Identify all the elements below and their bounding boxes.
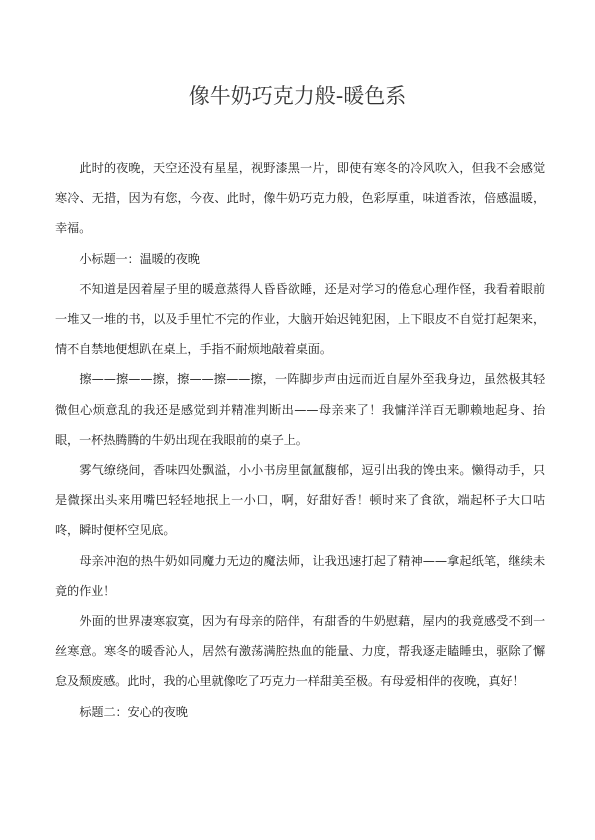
paragraph: 雾气缭绕间，香味四处飘溢，小小书房里氤氲馥郁，逗引出我的馋虫来。懒得动手，只是微探出头来用嘴巴轻轻地抿上一小口，啊，好甜好香！顿时来了食欲，端起杯子大口咕咚，瞬时便杯空见底。 [55,463,545,538]
paragraph: 母亲冲泡的热牛奶如同魔力无边的魔法师，让我迅速打起了精神——拿起纸笔，继续未竟的作业！ [55,553,545,598]
subheading-1: 小标题一：温暖的夜晚 [79,251,200,266]
paragraph: 不知道是因着屋子里的暖意蒸得人昏昏欲睡，还是对学习的倦怠心理作怪，我看着眼前一堆又一堆的书，以及手里忙不完的作业，大脑开始迟钝犯困，上下眼皮不自觉打起架来，情不自禁地便想趴在桌上，手指不耐烦地敲着桌面。 [55,281,545,357]
paragraph: 擦——擦——擦，擦——擦——擦，一阵脚步声由远而近自屋外至我身边，虽然极其轻微但心烦意乱的我还是感觉到并精准判断出——母亲来了！我慵洋洋百无聊赖地起身、抬眼，一杯热腾腾的牛奶出现在我眼前的桌子上。 [55,372,545,447]
paragraph: 外面的世界凄寒寂寞，因为有母亲的陪伴，有甜香的牛奶慰藉，屋内的我竟感受不到一丝寒意。寒冬的暖香沁人，居然有激荡满腔热血的能量、力度，帮我逐走瞌睡虫，驱除了懈怠及颓废感。此时，我的心里就像吃了巧克力一样甜美至极。有母爱相伴的夜晚，真好！ [55,614,545,689]
document-title: 像牛奶巧克力般-暖色系 [188,84,407,108]
paragraph-intro: 此时的夜晚，天空还没有星星，视野漆黑一片，即使有寒冬的冷风吹入，但我不会感觉寒冷、无措，因为有您，今夜、此时，像牛奶巧克力般，色彩厚重，味道香浓，倍感温暖，幸福。 [55,161,545,236]
document-body [55,153,545,727]
subheading-2: 标题二：安心的夜晚 [79,704,188,719]
